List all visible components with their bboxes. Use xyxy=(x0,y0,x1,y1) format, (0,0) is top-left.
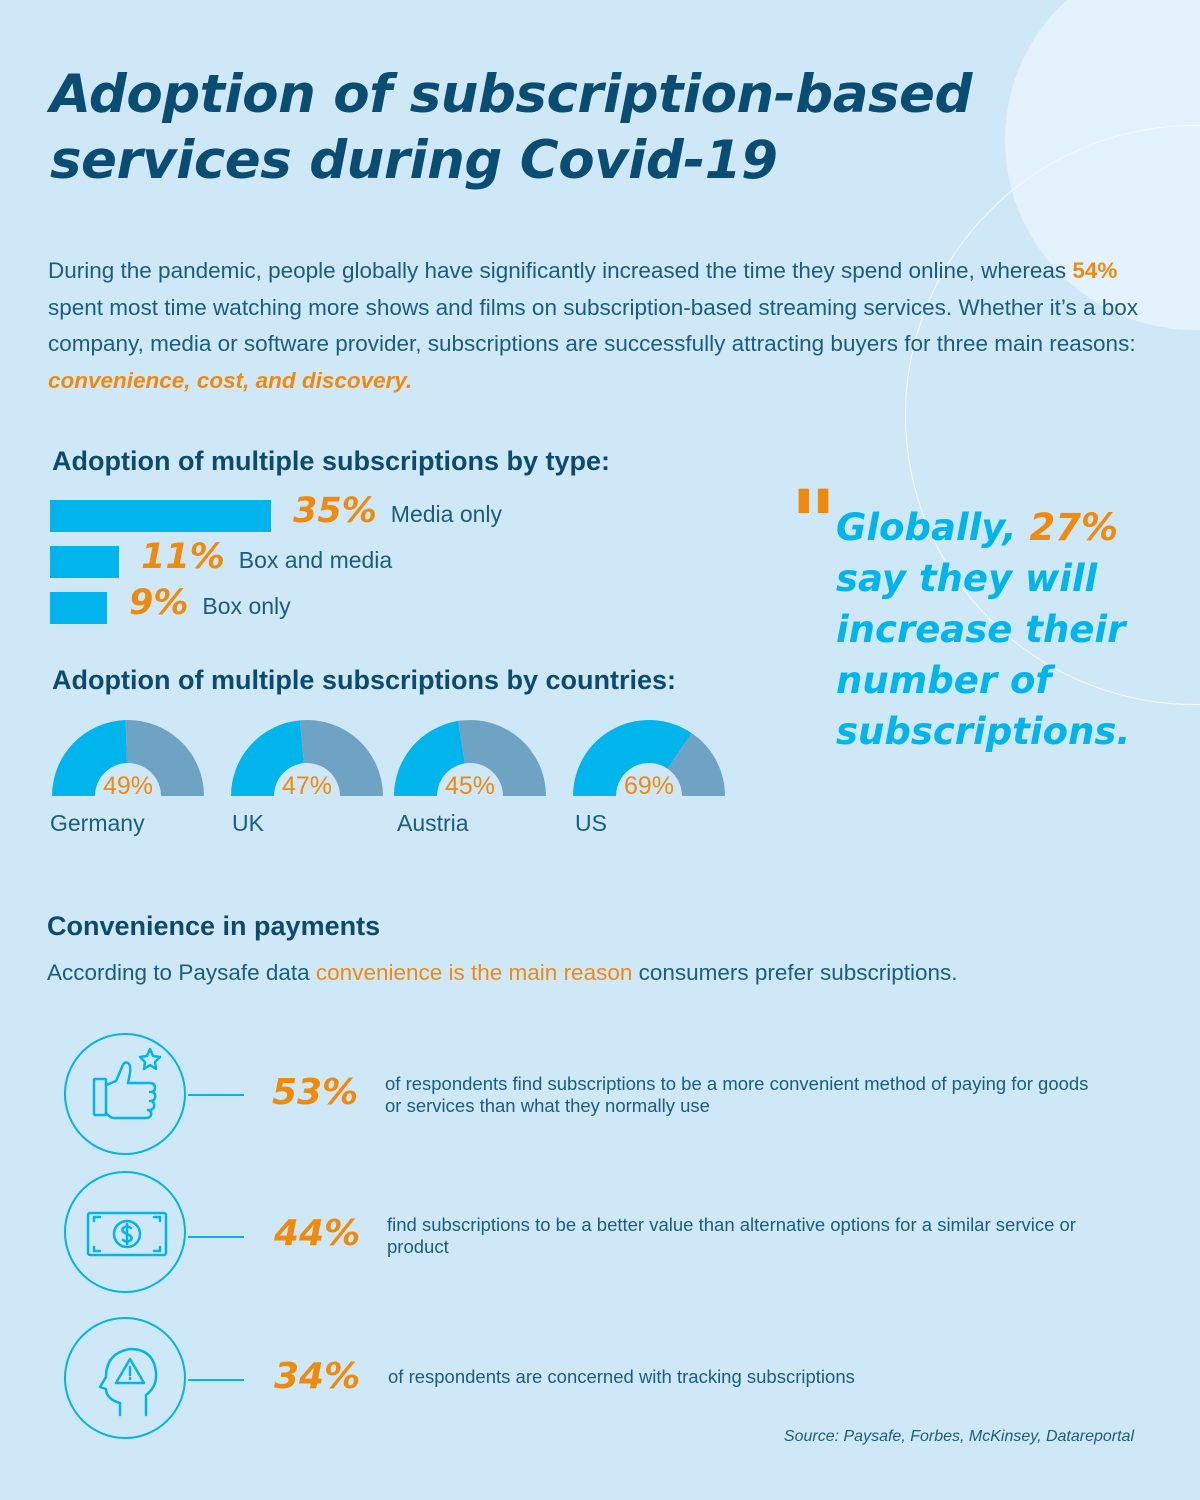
convenience-text-2: consumers prefer subscriptions. xyxy=(632,960,958,985)
connector-line xyxy=(188,1379,244,1381)
intro-paragraph xyxy=(48,253,1158,399)
quote-mark-icon: " xyxy=(790,470,837,576)
gauge-country-label: UK xyxy=(232,810,264,836)
source-note: Source: Paysafe, Forbes, McKinsey, Datareportal xyxy=(783,1428,1134,1445)
gauge-germany xyxy=(50,718,206,838)
convenience-text xyxy=(47,960,958,986)
bar-category-label: Box and media xyxy=(238,547,393,573)
gauge-value-label: 49% xyxy=(102,772,154,800)
gauge-chart-title: Adoption of multiple subscriptions by countries: xyxy=(52,665,677,695)
intro-text-2: spent most time watching more shows and films on subscription-based streaming services. Whether it’s a box company, media or software provider, subscriptions are successfully attracting buyers for three main reasons: xyxy=(48,294,1139,356)
page-title: Adoption of subscription-based services during Covid-19 xyxy=(50,64,972,191)
gauge-country-label: US xyxy=(575,810,607,836)
intro-text-1: During the pandemic, people globally have significantly increased the time they spend online, whereas xyxy=(48,258,1073,283)
bar-value-label: 9% xyxy=(129,583,189,623)
head-warning-icon xyxy=(64,1317,186,1439)
thumbs-up-star-icon xyxy=(64,1033,186,1155)
callout-quote xyxy=(836,502,1156,757)
convenience-highlight: convenience is the main reason xyxy=(315,960,633,985)
gauge-value-label: 69% xyxy=(623,772,675,800)
connector-line xyxy=(188,1094,244,1096)
stat-text: of respondents are concerned with tracking subscriptions xyxy=(388,1366,855,1387)
stat-text: find subscriptions to be a better value than alternative options for a similar service or product xyxy=(387,1214,1076,1257)
intro-highlight-reasons: convenience, cost, and discovery. xyxy=(48,367,413,393)
gauge-country-label: Germany xyxy=(50,810,145,836)
bar-chart-title: Adoption of multiple subscriptions by type: xyxy=(52,446,610,476)
dollar-bill-icon xyxy=(64,1171,186,1293)
stat-text: of respondents find subscriptions to be a more convenient method of paying for goods or services than what they normally use xyxy=(385,1073,1089,1116)
convenience-text-1: According to Paysafe data xyxy=(47,960,316,985)
intro-highlight-pct: 54% xyxy=(1072,258,1118,283)
quote-prefix: Globally, xyxy=(836,506,1030,549)
bar xyxy=(50,592,107,624)
bar-value-label: 11% xyxy=(141,537,225,577)
gauge-country-label: Austria xyxy=(397,810,469,836)
quote-highlight: 27% xyxy=(1029,506,1119,549)
gauge-value-label: 45% xyxy=(444,772,496,800)
connector-line xyxy=(188,1236,244,1238)
bar-category-label: Box only xyxy=(202,593,291,619)
stat-pct: 34% xyxy=(274,1356,361,1397)
bar-category-label: Media only xyxy=(390,501,503,527)
quote-suffix: say they will increase their number of subscriptions. xyxy=(836,557,1131,753)
convenience-heading: Convenience in payments xyxy=(47,911,381,941)
gauge-uk xyxy=(229,718,385,838)
bar-value-label: 35% xyxy=(293,491,377,531)
stat-pct: 53% xyxy=(272,1072,359,1113)
gauge-austria xyxy=(392,718,548,838)
gauge-us xyxy=(571,718,727,838)
bar xyxy=(50,546,119,578)
bar xyxy=(50,500,271,532)
stat-pct: 44% xyxy=(274,1213,361,1254)
gauge-value-label: 47% xyxy=(281,772,333,800)
